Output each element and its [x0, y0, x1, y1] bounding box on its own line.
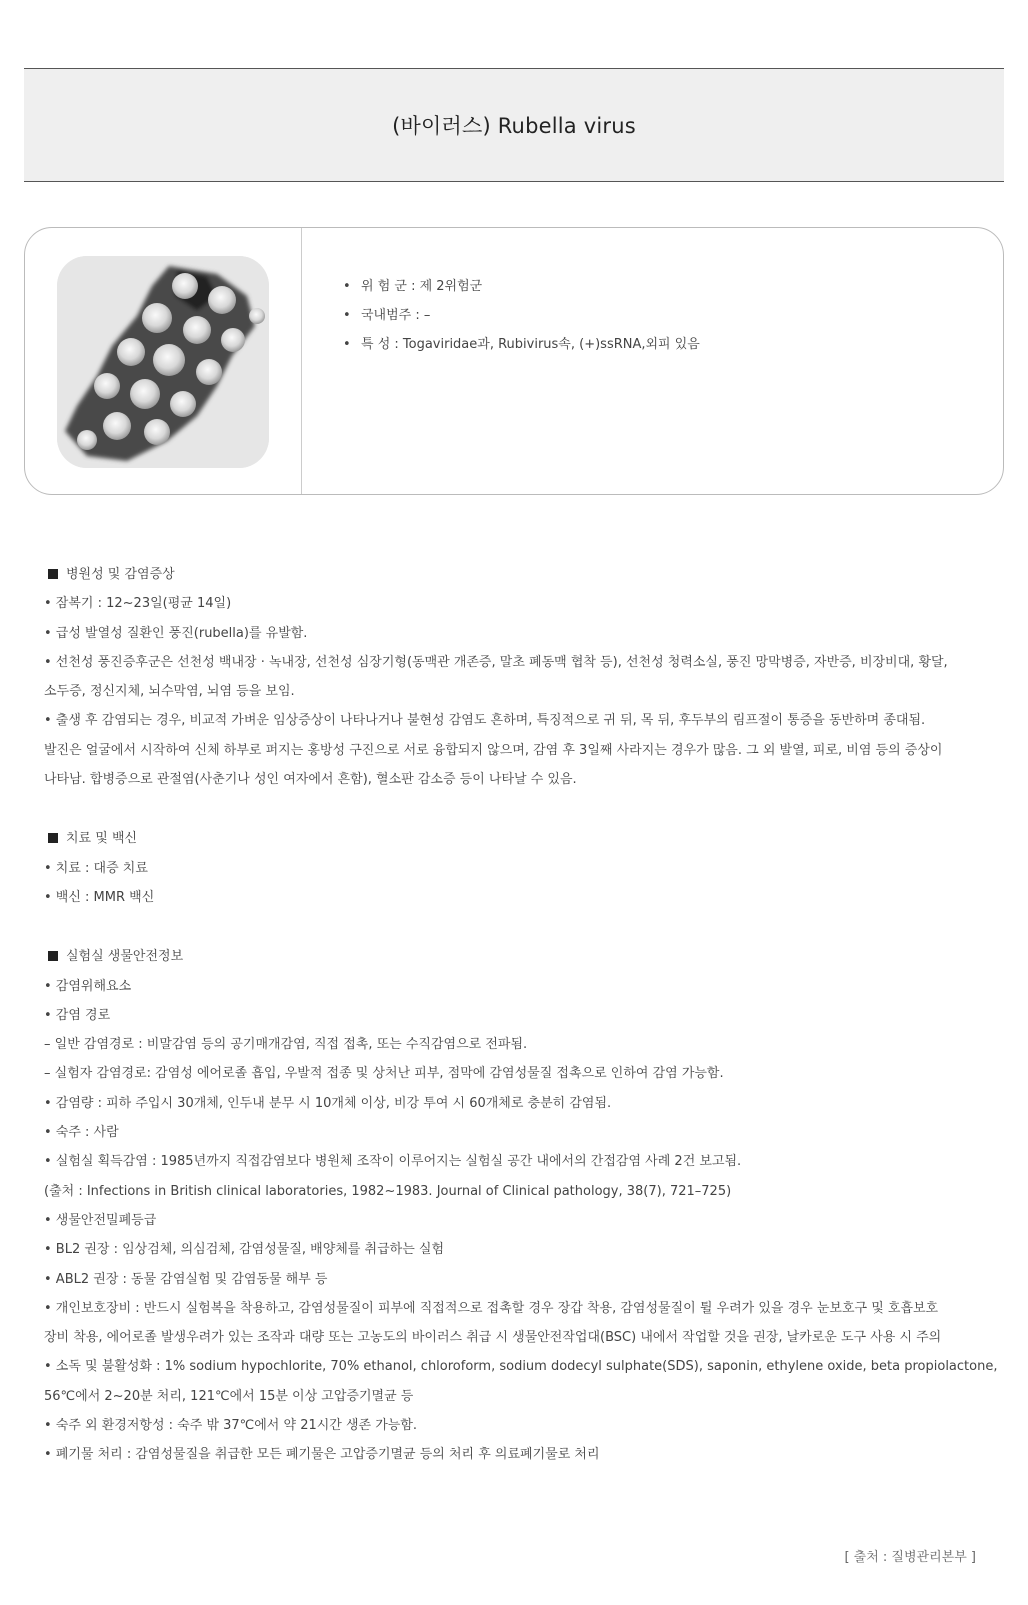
text-line: • 숙주 : 사람 [44, 1125, 119, 1141]
text-line: – 실험자 감염경로: 감염성 에어로졸 흡입, 우발적 접종 및 상처난 피부, 점막에 감염성물질 접촉으로 인하여 감염 가능함. [44, 1066, 724, 1082]
text-line: 소두증, 정신지체, 뇌수막염, 뇌염 등을 보임. [44, 684, 295, 700]
text-line: • 감염위해요소 [44, 978, 132, 994]
text-line: • 백신 : MMR 백신 [44, 889, 155, 905]
document-body [44, 560, 1004, 1470]
text-line: – 일반 감염경로 : 비말감염 등의 공기매개감염, 직접 접촉, 또는 수직감염으로 전파됨. [44, 1037, 528, 1053]
text-line: • 급성 발열성 질환인 풍진(rubella)를 유발함. [44, 625, 308, 641]
card-divider [301, 228, 302, 494]
text-line: 장비 착용, 에어로졸 발생우려가 있는 조작과 대량 또는 고농도의 바이러스 취급 시 생물안전작업대(BSC) 내에서 작업할 것을 권장, 날카로운 도구 사용 시 주의 [44, 1330, 942, 1346]
section-heading: 실험실 생물안전정보 [44, 942, 1004, 971]
text-line: • 개인보호장비 : 반드시 실험복을 착용하고, 감염성물질이 피부에 직접적으로 접촉할 경우 장갑 착용, 감염성물질이 튈 우려가 있을 경우 눈보호구 및 호흡보호 [44, 1300, 939, 1316]
text-line: • 감염 경로 [44, 1007, 111, 1023]
text-line: 발진은 얼굴에서 시작하여 신체 하부로 퍼지는 홍방성 구진으로 서로 융합되지 않으며, 감염 후 3일째 사라지는 경우가 많음. 그 외 발열, 피로, 비염 등의 증상이 [44, 742, 943, 758]
fact-list [343, 272, 700, 359]
text-line: • 생물안전밀폐등급 [44, 1212, 157, 1228]
text-line: • 잠복기 : 12~23일(평균 14일) [44, 596, 232, 612]
text-line: • ABL2 권장 : 동물 감염실험 및 감염동물 해부 등 [44, 1271, 328, 1287]
text-line: • BL2 권장 : 임상검체, 의심검체, 감염성물질, 배양체를 취급하는 실험 [44, 1242, 445, 1258]
fact-domestic-category: • 국내범주 : – [343, 308, 431, 323]
fact-risk-group: • 위 험 군 : 제 2위험군 [343, 279, 483, 294]
text-line: • 치료 : 대증 치료 [44, 860, 148, 876]
text-line: • 감염량 : 피하 주입시 30개체, 인두내 분무 시 10개체 이상, 비강 투여 시 60개체로 충분히 감염됨. [44, 1095, 612, 1111]
source-note: [ 출처 : 질병관리본부 ] [844, 1550, 976, 1565]
section-heading: 치료 및 백신 [44, 824, 1004, 853]
text-line: • 소독 및 불활성화 : 1% sodium hypochlorite, 70% ethanol, chloroform, sodium dodecyl sulphate(SDS), saponin, ethylene oxide, beta propiolactone, [44, 1359, 998, 1375]
text-line: • 숙주 외 환경저항성 : 숙주 밖 37℃에서 약 21시간 생존 가능함. [44, 1418, 418, 1434]
summary-card [24, 227, 1004, 495]
text-line: 나타남. 합병증으로 관절염(사춘기나 성인 여자에서 흔함), 혈소판 감소증 등이 나타날 수 있음. [44, 772, 577, 788]
text-line: • 폐기물 처리 : 감염성물질을 취급한 모든 폐기물은 고압증기멸균 등의 처리 후 의료폐기물로 처리 [44, 1447, 600, 1463]
text-line: • 실험실 획득감염 : 1985년까지 직접감염보다 병원체 조작이 이루어지는 실험실 공간 내에서의 간접감염 사례 2건 보고됨. [44, 1154, 742, 1170]
text-line: (출처 : Infections in British clinical laboratories, 1982~1983. Journal of Clinical pathology, 38(7), 721–725) [44, 1183, 732, 1199]
page-title: (바이러스) Rubella virus [392, 114, 636, 138]
section-heading: 병원성 및 감염증상 [44, 560, 1004, 589]
title-band [24, 68, 1004, 182]
text-line: • 선천성 풍진증후군은 선천성 백내장 · 녹내장, 선천성 심장기형(동맥관 개존증, 말초 폐동맥 협착 등), 선천성 청력소실, 풍진 망막병증, 자반증, 비장비대, 황달, [44, 654, 948, 670]
text-line: • 출생 후 감염되는 경우, 비교적 가벼운 임상증상이 나타나거나 불현성 감염도 흔하며, 특징적으로 귀 뒤, 목 뒤, 후두부의 림프절이 통증을 동반하며 종대됨. [44, 713, 926, 729]
fact-characteristics: • 특 성 : Togaviridae과, Rubivirus속, (+)ssRNA,외피 있음 [343, 337, 700, 352]
virus-micrograph [57, 256, 269, 468]
text-line: 56℃에서 2~20분 처리, 121℃에서 15분 이상 고압증기멸균 등 [44, 1388, 414, 1404]
